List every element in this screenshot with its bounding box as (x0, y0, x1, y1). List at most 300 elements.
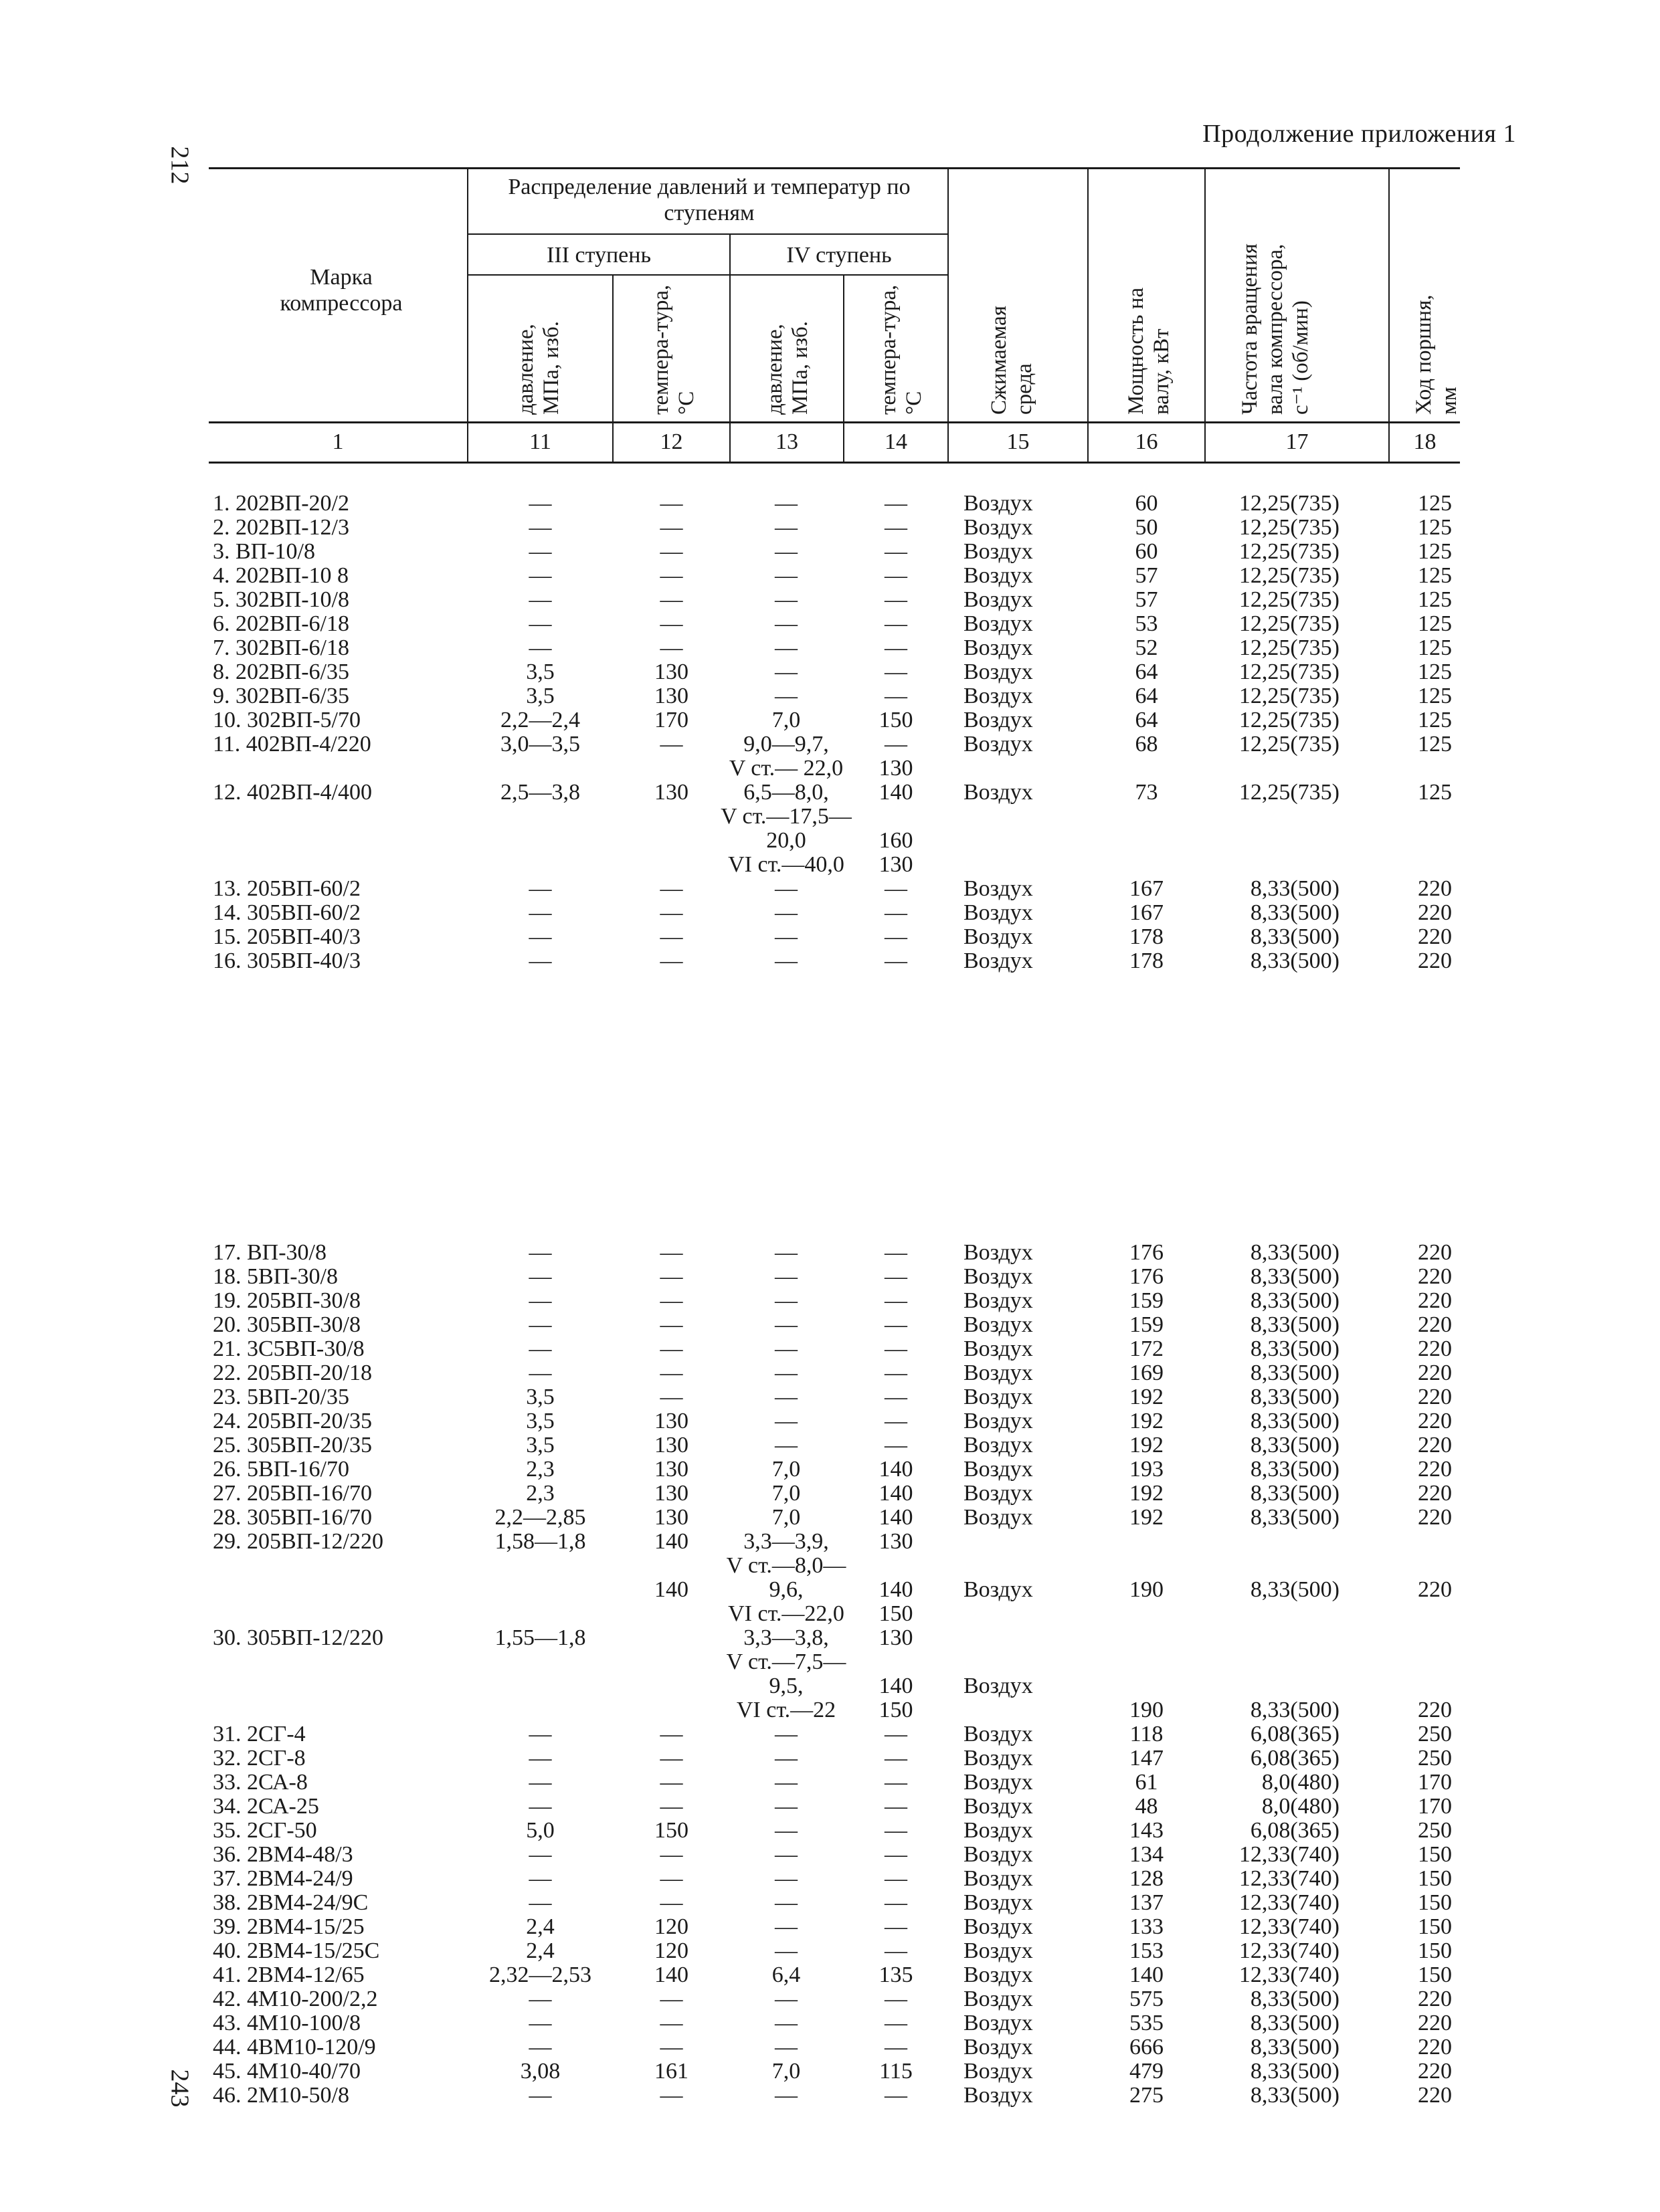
cell-power: 53 (1135, 611, 1158, 636)
cell-p4: — (775, 684, 798, 708)
cell-medium: Воздух (963, 539, 1033, 564)
cell-speed: 12,25(735) (1238, 660, 1340, 684)
cell-medium: Воздух (963, 660, 1033, 684)
cell-medium: Воздух (963, 732, 1033, 757)
cell-power: 192 (1129, 1385, 1164, 1409)
cell-t4: 130 (879, 756, 913, 781)
cell-t4: — (885, 1385, 907, 1409)
cell-medium: Воздух (963, 1987, 1033, 2011)
cell-p4: VI ст.—22,0 (728, 1601, 844, 1626)
table-row (0, 1939, 1660, 1963)
cell-p4: — (775, 1409, 798, 1433)
cell-name: 35. 2СГ-50 (213, 1818, 317, 1843)
table-row (0, 949, 1660, 973)
cell-p3: 1,55—1,8 (494, 1625, 586, 1650)
cell-power: 192 (1129, 1505, 1164, 1530)
cell-medium: Воздух (963, 1746, 1033, 1771)
table-row (0, 1385, 1660, 1409)
cell-speed: 8,33(500) (1250, 1336, 1340, 1361)
cell-name: 33. 2СА-8 (213, 1770, 308, 1795)
cell-stroke: 250 (1418, 1818, 1452, 1843)
cell-p4: — (775, 1336, 798, 1361)
cell-t4: 115 (879, 2059, 913, 2084)
cell-p4: — (775, 1914, 798, 1939)
colnum-13: 13 (775, 429, 798, 454)
cell-speed: 8,33(500) (1250, 1361, 1340, 1385)
vrule-8 (1388, 167, 1390, 462)
cell-t4: 140 (879, 1481, 913, 1506)
cell-t3: — (660, 900, 683, 925)
cell-speed: 12,33(740) (1238, 1963, 1340, 1987)
cell-speed: 12,33(740) (1238, 1914, 1340, 1939)
header-pressure-4: давление, МПа, изб. (763, 320, 812, 415)
cell-t3: — (660, 1288, 683, 1313)
cell-name: 11. 402ВП-4/220 (213, 732, 371, 757)
cell-t3: — (660, 2035, 683, 2059)
cell-p3: — (529, 2011, 552, 2035)
cell-t3: — (660, 1240, 683, 1265)
cell-medium: Воздух (963, 515, 1033, 540)
cell-p4: 6,5—8,0, (743, 780, 829, 805)
cell-t3: — (660, 1264, 683, 1289)
cell-p4: — (775, 1866, 798, 1891)
cell-medium: Воздух (963, 1336, 1033, 1361)
cell-t4: — (885, 515, 907, 540)
table-row (0, 516, 1660, 540)
cell-p3: 3,5 (526, 1385, 555, 1409)
table-row (0, 1506, 1660, 1530)
cell-p3: 3,08 (520, 2059, 561, 2084)
cell-power: 535 (1129, 2011, 1164, 2035)
cell-t4: — (885, 1312, 907, 1337)
cell-t3: — (660, 1794, 683, 1819)
cell-p4: — (775, 948, 798, 973)
cell-power: 159 (1129, 1288, 1164, 1313)
cell-name: 34. 2СА-25 (213, 1794, 319, 1819)
cell-p3: — (529, 2083, 552, 2108)
continuation-caption: Продолжение приложения 1 (1202, 120, 1516, 148)
table-row (0, 1819, 1660, 1843)
cell-p4: V ст.— 22,0 (729, 756, 844, 781)
cell-medium: Воздух (963, 876, 1033, 901)
cell-medium: Воздух (963, 1288, 1033, 1313)
cell-stroke: 220 (1418, 1409, 1452, 1433)
cell-t4: — (885, 1288, 907, 1313)
table-row (0, 1963, 1660, 1987)
table-row (0, 805, 1660, 829)
cell-t3: — (660, 1385, 683, 1409)
cell-p3: — (529, 635, 552, 660)
cell-p3: — (529, 1264, 552, 1289)
cell-t4: 140 (879, 1457, 913, 1482)
cell-name: 17. ВП-30/8 (213, 1240, 327, 1265)
cell-t4: — (885, 924, 907, 949)
cell-speed: 8,33(500) (1250, 1987, 1340, 2011)
cell-p4: — (775, 1240, 798, 1265)
cell-p4: 7,0 (771, 1481, 801, 1506)
cell-medium: Воздух (963, 780, 1033, 805)
cell-t3: — (660, 563, 683, 588)
cell-p4: VI ст.—40,0 (728, 852, 844, 877)
cell-p3: — (529, 2035, 552, 2059)
cell-medium: Воздух (963, 948, 1033, 973)
cell-name: 31. 2СГ-4 (213, 1722, 306, 1746)
cell-p3: — (529, 1866, 552, 1891)
cell-p4: — (775, 515, 798, 540)
table-row (0, 1433, 1660, 1457)
cell-speed: 12,25(735) (1238, 563, 1340, 588)
cell-t4: 160 (879, 828, 913, 853)
cell-t3: — (660, 611, 683, 636)
header-bottom-rule (209, 421, 1460, 423)
cell-speed: 12,25(735) (1238, 539, 1340, 564)
table-row (0, 684, 1660, 708)
table-row (0, 853, 1660, 877)
cell-t4: — (885, 1842, 907, 1867)
table-row (0, 1554, 1660, 1578)
cell-p3: — (529, 539, 552, 564)
colnum-15: 15 (1006, 429, 1030, 454)
cell-t4: — (885, 635, 907, 660)
cell-speed: 8,33(500) (1250, 1264, 1340, 1289)
cell-power: 479 (1129, 2059, 1164, 2084)
cell-speed: 12,25(735) (1238, 491, 1340, 516)
cell-power: 140 (1129, 1963, 1164, 1987)
cell-power: 118 (1129, 1722, 1164, 1746)
cell-speed: 8,33(500) (1250, 1481, 1340, 1506)
cell-name: 20. 305ВП-30/8 (213, 1312, 361, 1337)
cell-t4: — (885, 1240, 907, 1265)
colnum-bottom-rule (209, 462, 1460, 464)
cell-medium: Воздух (963, 1842, 1033, 1867)
table-row (0, 1843, 1660, 1867)
cell-power: 143 (1129, 1818, 1164, 1843)
cell-t4: — (885, 587, 907, 612)
cell-name: 7. 302ВП-6/18 (213, 635, 349, 660)
cell-name: 37. 2ВМ4-24/9 (213, 1866, 353, 1891)
cell-t4: — (885, 684, 907, 708)
cell-name: 39. 2ВМ4-15/25 (213, 1914, 365, 1939)
table-row (0, 781, 1660, 805)
cell-stroke: 125 (1418, 732, 1452, 757)
cell-p3: — (529, 1842, 552, 1867)
vrule-5 (947, 167, 949, 462)
cell-t3: 130 (654, 780, 688, 805)
cell-speed: 8,33(500) (1250, 2059, 1340, 2084)
cell-stroke: 220 (1418, 900, 1452, 925)
cell-name: 46. 2М10-50/8 (213, 2083, 349, 2108)
cell-t3: 130 (654, 1457, 688, 1482)
cell-t4: — (885, 732, 907, 757)
cell-p4: — (775, 1722, 798, 1746)
cell-medium: Воздух (963, 1866, 1033, 1891)
table-row (0, 1361, 1660, 1385)
cell-medium: Воздух (963, 684, 1033, 708)
cell-power: 60 (1135, 491, 1158, 516)
cell-t3: — (660, 515, 683, 540)
cell-speed: 6,08(365) (1250, 1722, 1340, 1746)
cell-speed: 12,25(735) (1238, 732, 1340, 757)
cell-stroke: 125 (1418, 563, 1452, 588)
cell-p3: 2,2—2,4 (500, 708, 580, 732)
cell-t3: 120 (654, 1914, 688, 1939)
cell-stroke: 150 (1418, 1842, 1452, 1867)
cell-power: 128 (1129, 1866, 1164, 1891)
cell-t4: — (885, 563, 907, 588)
cell-speed: 8,33(500) (1250, 2011, 1340, 2035)
cell-power: 167 (1129, 876, 1164, 901)
cell-t4: — (885, 1794, 907, 1819)
header-speed: Частота вращения вала компрессора, с⁻¹ (об/мин) (1238, 243, 1313, 415)
cell-p3: — (529, 587, 552, 612)
cell-p4: 3,3—3,8, (743, 1625, 829, 1650)
header-temp-4: темпера-тура, °С (877, 284, 926, 415)
cell-p3: — (529, 924, 552, 949)
cell-speed: 8,0(480) (1261, 1794, 1340, 1819)
cell-name: 5. 302ВП-10/8 (213, 587, 349, 612)
table-row (0, 1650, 1660, 1674)
cell-p3: 2,2—2,85 (494, 1505, 586, 1530)
cell-p4: VI ст.—22 (736, 1698, 836, 1722)
cell-t3: — (660, 924, 683, 949)
cell-t4: 130 (879, 1529, 913, 1554)
cell-name: 38. 2ВМ4-24/9С (213, 1890, 369, 1915)
cell-power: 147 (1129, 1746, 1164, 1771)
cell-power: 50 (1135, 515, 1158, 540)
cell-t3: — (660, 1746, 683, 1771)
cell-p3: — (529, 1746, 552, 1771)
stage-rule (467, 274, 947, 276)
cell-t4: — (885, 1770, 907, 1795)
cell-t4: — (885, 1987, 907, 2011)
cell-power: 178 (1129, 948, 1164, 973)
cell-medium: Воздух (963, 1794, 1033, 1819)
cell-t3: 120 (654, 1938, 688, 1963)
cell-stroke: 220 (1418, 1698, 1452, 1722)
cell-p4: 7,0 (771, 1457, 801, 1482)
cell-p4: 9,6, (769, 1577, 804, 1602)
cell-power: 57 (1135, 563, 1158, 588)
cell-p3: 2,3 (526, 1481, 555, 1506)
cell-stroke: 125 (1418, 635, 1452, 660)
table-row (0, 1674, 1660, 1698)
cell-name: 10. 302ВП-5/70 (213, 708, 361, 732)
cell-name: 18. 5ВП-30/8 (213, 1264, 338, 1289)
header-medium: Сжимаемая среда (987, 306, 1036, 415)
cell-name: 19. 205ВП-30/8 (213, 1288, 361, 1313)
table-row (0, 1337, 1660, 1361)
cell-name: 30. 305ВП-12/220 (213, 1625, 383, 1650)
cell-t4: — (885, 1866, 907, 1891)
cell-t4: — (885, 611, 907, 636)
table-row (0, 2084, 1660, 2108)
cell-t4: 135 (879, 1963, 913, 1987)
cell-p3: 5,0 (526, 1818, 555, 1843)
cell-medium: Воздух (963, 2083, 1033, 2108)
cell-stroke: 125 (1418, 660, 1452, 684)
cell-p4: 7,0 (771, 708, 801, 732)
cell-stroke: 250 (1418, 1722, 1452, 1746)
cell-power: 190 (1129, 1698, 1164, 1722)
cell-power: 575 (1129, 1987, 1164, 2011)
cell-medium: Воздух (963, 708, 1033, 732)
table-row (0, 1313, 1660, 1337)
cell-speed: 8,33(500) (1250, 1312, 1340, 1337)
cell-name: 29. 205ВП-12/220 (213, 1529, 383, 1554)
cell-p3: — (529, 900, 552, 925)
cell-t3: — (660, 1987, 683, 2011)
table-row (0, 1457, 1660, 1482)
cell-stroke: 220 (1418, 2035, 1452, 2059)
cell-t3: — (660, 491, 683, 516)
table-row (0, 757, 1660, 781)
cell-t4: — (885, 491, 907, 516)
cell-stroke: 150 (1418, 1914, 1452, 1939)
cell-p3: 2,4 (526, 1938, 555, 1963)
cell-medium: Воздух (963, 1674, 1033, 1698)
cell-p3: 2,32—2,53 (489, 1963, 591, 1987)
cell-name: 44. 4ВМ10-120/9 (213, 2035, 376, 2059)
cell-t3: 150 (654, 1818, 688, 1843)
cell-t4: 140 (879, 780, 913, 805)
cell-t3: 161 (654, 2059, 688, 2084)
cell-p4: — (775, 563, 798, 588)
cell-t4: — (885, 1722, 907, 1746)
cell-t4: — (885, 1818, 907, 1843)
cell-speed: 8,33(500) (1250, 924, 1340, 949)
cell-name: 15. 205ВП-40/3 (213, 924, 361, 949)
cell-stroke: 125 (1418, 780, 1452, 805)
header-model: Марка компрессора (280, 265, 403, 316)
colnum-17: 17 (1285, 429, 1309, 454)
table-row (0, 2059, 1660, 2084)
cell-p4: — (775, 1842, 798, 1867)
cell-medium: Воздух (963, 2059, 1033, 2084)
cell-medium: Воздух (963, 1722, 1033, 1746)
cell-name: 21. 3С5ВП-30/8 (213, 1336, 365, 1361)
cell-speed: 8,33(500) (1250, 1385, 1340, 1409)
cell-t3: 130 (654, 1505, 688, 1530)
cell-power: 159 (1129, 1312, 1164, 1337)
cell-power: 48 (1135, 1794, 1158, 1819)
cell-medium: Воздух (963, 1457, 1033, 1482)
cell-power: 153 (1129, 1938, 1164, 1963)
cell-p3: — (529, 1890, 552, 1915)
cell-medium: Воздух (963, 1481, 1033, 1506)
cell-p3: 3,5 (526, 1409, 555, 1433)
cell-stroke: 125 (1418, 684, 1452, 708)
cell-t4: 150 (879, 1698, 913, 1722)
cell-t3: — (660, 1842, 683, 1867)
cell-power: 137 (1129, 1890, 1164, 1915)
cell-t3: — (660, 635, 683, 660)
cell-power: 52 (1135, 635, 1158, 660)
cell-t4: — (885, 1914, 907, 1939)
cell-t4: 140 (879, 1674, 913, 1698)
cell-p4: — (775, 1288, 798, 1313)
table-row (0, 877, 1660, 901)
table-row (0, 829, 1660, 853)
cell-p4: — (775, 2035, 798, 2059)
vrule-7 (1204, 167, 1206, 462)
cell-stroke: 125 (1418, 539, 1452, 564)
cell-name: 4. 202ВП-10 8 (213, 563, 349, 588)
cell-power: 193 (1129, 1457, 1164, 1482)
cell-stroke: 250 (1418, 1746, 1452, 1771)
cell-p4: — (775, 635, 798, 660)
cell-medium: Воздух (963, 1938, 1033, 1963)
cell-stroke: 220 (1418, 924, 1452, 949)
cell-p4: — (775, 1361, 798, 1385)
cell-stroke: 150 (1418, 1963, 1452, 1987)
cell-p3: — (529, 1288, 552, 1313)
cell-speed: 8,33(500) (1250, 1288, 1340, 1313)
cell-medium: Воздух (963, 1361, 1033, 1385)
cell-speed: 12,33(740) (1238, 1890, 1340, 1915)
cell-power: 176 (1129, 1240, 1164, 1265)
cell-p4: V ст.—17,5— (721, 804, 852, 829)
cell-speed: 12,33(740) (1238, 1938, 1340, 1963)
cell-stroke: 220 (1418, 1361, 1452, 1385)
cell-p3: 2,4 (526, 1914, 555, 1939)
cell-p4: 7,0 (771, 2059, 801, 2084)
cell-stroke: 220 (1418, 1336, 1452, 1361)
cell-speed: 8,33(500) (1250, 2035, 1340, 2059)
cell-t4: — (885, 1336, 907, 1361)
cell-speed: 8,33(500) (1250, 948, 1340, 973)
cell-p4: — (775, 611, 798, 636)
cell-t3: — (660, 587, 683, 612)
cell-t3: 130 (654, 1481, 688, 1506)
cell-name: 25. 305ВП-20/35 (213, 1433, 372, 1457)
cell-medium: Воздух (963, 1963, 1033, 1987)
cell-speed: 12,25(735) (1238, 684, 1340, 708)
cell-p4: — (775, 1312, 798, 1337)
header-stage4: IV ступень (786, 243, 892, 268)
cell-name: 16. 305ВП-40/3 (213, 948, 361, 973)
cell-t4: — (885, 900, 907, 925)
header-stage3: III ступень (547, 243, 651, 268)
cell-medium: Воздух (963, 1433, 1033, 1457)
table-row (0, 660, 1660, 684)
table-row (0, 1867, 1660, 1891)
cell-p4: — (775, 924, 798, 949)
table-row (0, 708, 1660, 732)
cell-p4: V ст.—8,0— (726, 1553, 846, 1578)
cell-t3: — (660, 1770, 683, 1795)
cell-stroke: 220 (1418, 1312, 1452, 1337)
group-rule (467, 233, 947, 235)
cell-t3: — (660, 1361, 683, 1385)
table-row (0, 925, 1660, 949)
colnum-18: 18 (1413, 429, 1437, 454)
cell-speed: 8,33(500) (1250, 1457, 1340, 1482)
cell-name: 2. 202ВП-12/3 (213, 515, 349, 540)
cell-stroke: 220 (1418, 1987, 1452, 2011)
table-row (0, 612, 1660, 636)
cell-name: 8. 202ВП-6/35 (213, 660, 349, 684)
cell-speed: 8,33(500) (1250, 1433, 1340, 1457)
cell-stroke: 220 (1418, 948, 1452, 973)
table-top-rule (209, 167, 1460, 169)
cell-t4: — (885, 539, 907, 564)
table-row (0, 1626, 1660, 1650)
cell-power: 169 (1129, 1361, 1164, 1385)
cell-p4: 9,0—9,7, (743, 732, 829, 757)
table-row (0, 588, 1660, 612)
cell-name: 23. 5ВП-20/35 (213, 1385, 349, 1409)
cell-speed: 12,33(740) (1238, 1842, 1340, 1867)
